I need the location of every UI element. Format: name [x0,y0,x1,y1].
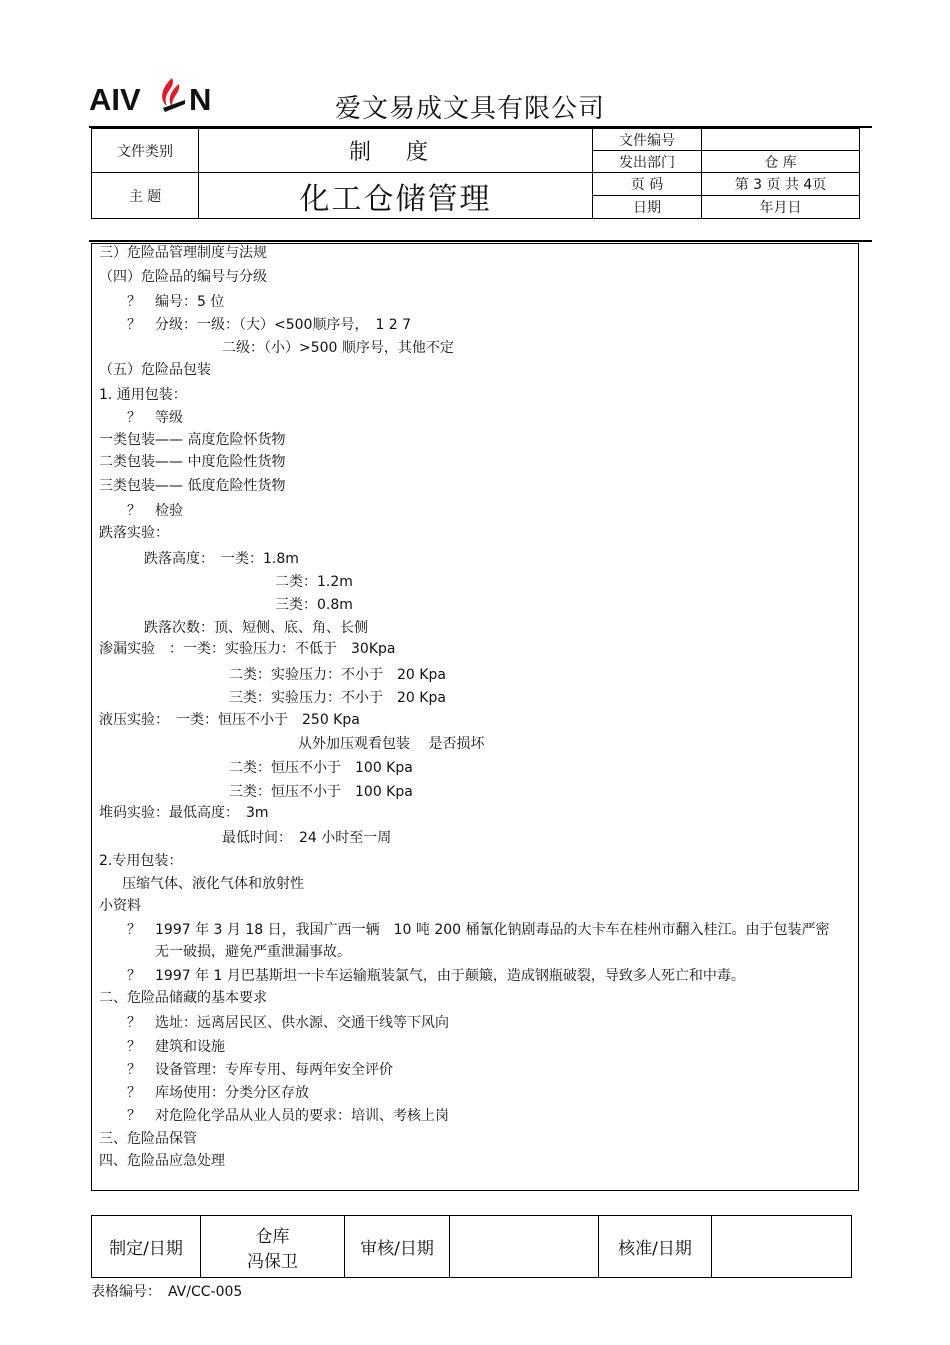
subsection-heading: 2.专用包装： [99,853,183,869]
content-box [91,243,859,1191]
bullet-item: ？ 检验 [127,503,183,519]
doc-number-value [701,128,860,151]
section-heading: （五）危险品包装 [99,362,211,378]
company-name: 爱文易成文具有限公司 [335,94,606,124]
date-value: 年月日 [701,195,860,219]
approve-label: 核准/日期 [598,1215,712,1278]
form-number: 表格编号： AV/CC-005 [91,1284,243,1300]
text-line: 二类：恒压不小于 100 Kpa [229,760,413,776]
text-line: 三类：实验压力：不小于 20 Kpa [229,690,446,706]
doc-number-label: 文件编号 [592,128,702,151]
section-heading: 二、危险品储藏的基本要求 [99,990,267,1006]
text-line: 液压实验： 一类：恒压不小于 250 Kpa [99,712,360,728]
text-line: 二级：（小）>500 顺序号，其他不定 [222,340,454,356]
flame-icon [162,78,185,112]
header-bottom-rule [89,240,872,242]
text-line: 最低时间： 24 小时至一周 [222,830,392,846]
text-line: 跌落高度： 一类：1.8m [144,551,299,567]
review-label: 审核/日期 [344,1215,450,1278]
made-label: 制定/日期 [91,1215,201,1278]
text-line: 一类包装—— 高度危险怀货物 [99,432,286,448]
section-heading: （四）危险品的编号与分级 [99,269,267,285]
dept-label: 发出部门 [592,150,702,173]
text-line: 二类包装—— 中度危险性货物 [99,454,286,470]
text-line: 从外加压观看包装 是否损坏 [298,736,485,752]
text-line: 三类：0.8m [275,597,353,613]
text-line: 无一破损，避免严重泄漏事故。 [155,944,351,960]
page-label: 页 码 [592,172,702,196]
made-dept: 仓库 [255,1226,290,1247]
company-logo [89,70,219,120]
date-label: 日期 [592,195,702,219]
text-line: 三类：恒压不小于 100 Kpa [229,784,413,800]
bullet-item: ？ 编号：5 位 [127,294,225,310]
text-line: 跌落实验： [99,525,169,541]
text-line: 二类：实验压力：不小于 20 Kpa [229,667,446,683]
approve-value [711,1215,852,1278]
section-heading: 三、危险品保管 [99,1131,197,1147]
review-value [449,1215,599,1278]
bullet-item: ？ 库场使用：分类分区存放 [127,1085,309,1101]
text-line: 跌落次数：顶、短侧、底、角、长侧 [144,620,368,636]
section-heading: 四、危险品应急处理 [99,1153,225,1169]
svg-text:N: N [189,82,212,117]
bullet-item: ？ 等级 [127,410,183,426]
bullet-item: ？ 设备管理：专库专用、每两年安全评价 [127,1062,393,1078]
bullet-item: ？ 分级：一级：（大）<500顺序号， 1 2 7 [127,317,412,333]
doc-category-label: 文件类别 [91,128,199,173]
subject-label: 主 题 [91,172,199,219]
bullet-item: ？ 选址：远离居民区、供水源、交通干线等下风向 [127,1015,449,1031]
page-value: 第 3 页 共 4页 [701,172,860,196]
subsection-heading: 1. 通用包装： [99,387,187,403]
made-name: 冯保卫 [247,1251,298,1272]
text-line: 三类包装—— 低度危险性货物 [99,478,286,494]
section-heading: 三）危险品管理制度与法规 [99,245,267,261]
subject-value: 化工仓储管理 [198,172,593,219]
bullet-item: ？ 建筑和设施 [127,1039,225,1055]
bullet-item: ？ 1997 年 1 月巴基斯坦一卡车运输瓶装氯气，由于颠簸，造成钢瓶破裂，导致多人死亡和中毒。 [127,968,745,984]
section-heading: 小资料 [99,898,141,914]
made-by-cell [200,1215,345,1278]
text-line: 渗漏实验 ：一类：实验压力：不低于 30Kpa [99,641,396,657]
dept-value: 仓 库 [701,150,860,173]
bullet-item: ？ 1997 年 3 月 18 日，我国广西一辆 10 吨 200 桶氰化钠剧毒品的大卡车在桂州市翻入桂江。由于包装严密 [127,922,830,938]
svg-text:AIV: AIV [89,82,141,117]
bullet-item: ？ 对危险化学品从业人员的要求：培训、考核上岗 [127,1108,449,1124]
text-line: 二类：1.2m [275,574,353,590]
text-line: 堆码实验：最低高度： 3m [99,805,269,821]
text-line: 压缩气体、液化气体和放射性 [122,876,304,892]
doc-category-value: 制 度 [198,128,593,173]
